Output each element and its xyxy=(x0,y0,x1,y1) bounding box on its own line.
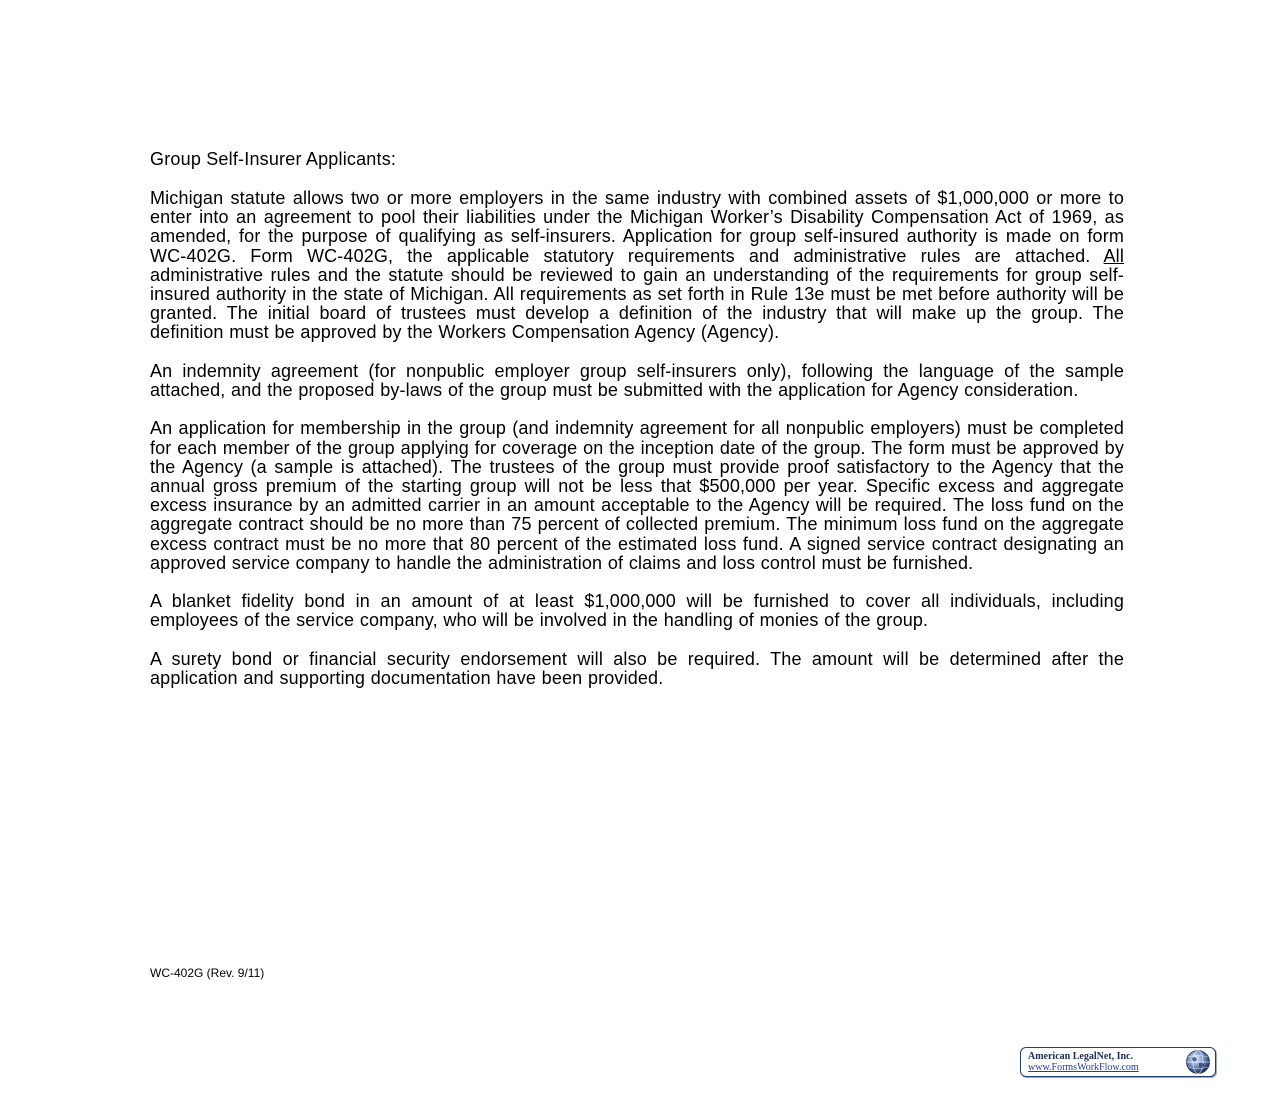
legalnet-badge[interactable] xyxy=(1020,1047,1216,1077)
badge-url-link[interactable]: www.FormsWorkFlow.com xyxy=(1028,1062,1139,1073)
paragraph-statute xyxy=(150,189,1124,343)
document-heading: Group Self-Insurer Applicants: xyxy=(150,149,397,169)
form-number: WC-402G (Rev. 9/11) xyxy=(150,966,265,980)
globe-icon xyxy=(1185,1049,1211,1075)
paragraph-indemnity: An indemnity agreement (for nonpublic employer group self-insurers only), following the language of the sample attached, and the proposed by-laws of the group must be submitted with the application for Agency consideration. xyxy=(150,360,1124,401)
paragraph-statute-text-1: Michigan statute allows two or more employers in the same industry with combined assets of $1,000,000 or more to enter into an agreement to pool their liabilities under the Michigan Worker’s Disability Compensation Act of 1969, as amended, for the purpose of qualifying as self-insurers. Application for group self-insured authority is made on form WC-402G. Form WC-402G, the applicable statutory requirements and administrative rules are attached. xyxy=(150,188,1124,266)
underlined-all: All xyxy=(1103,245,1124,266)
paragraph-membership: An application for membership in the group (and indemnity agreement for all nonpublic employers) must be completed for each member of the group applying for coverage on the inception date of the group. The form must be approved by the Agency (a sample is attached). The trustees of the group must provide proof satisfactory to the Agency that the annual gross premium of the starting group will not be less that $500,000 per year. Specific excess and aggregate excess insurance by an admitted carrier in an amount acceptable to the Agency will be required. The loss fund on the aggregate contract should be no more than 75 percent of collected premium. The minimum loss fund on the aggregate excess contract must be no more that 80 percent of the estimated loss fund. A signed service contract designating an approved service company to handle the administration of claims and loss control must be furnished. xyxy=(150,418,1124,573)
badge-company-name: American LegalNet, Inc. xyxy=(1028,1051,1133,1062)
paragraph-surety-bond: A surety bond or financial security endorsement will also be required. The amount will be determined after the application and supporting documentation have been provided. xyxy=(150,648,1124,689)
document-body xyxy=(150,189,1124,707)
paragraph-statute-text-2: administrative rules and the statute should be reviewed to gain an understanding of the requirements for group self-insured authority in the state of Michigan. All requirements as set forth in Rule 13e must be met before authority will be granted. The initial board of trustees must develop a definition of the industry that will make up the group. The definition must be approved by the Workers Compensation Agency (Agency). xyxy=(150,264,1124,343)
paragraph-fidelity-bond: A blanket fidelity bond in an amount of at least $1,000,000 will be furnished to cover all individuals, including employees of the service company, who will be involved in the handling of monies of the group. xyxy=(150,591,1124,631)
